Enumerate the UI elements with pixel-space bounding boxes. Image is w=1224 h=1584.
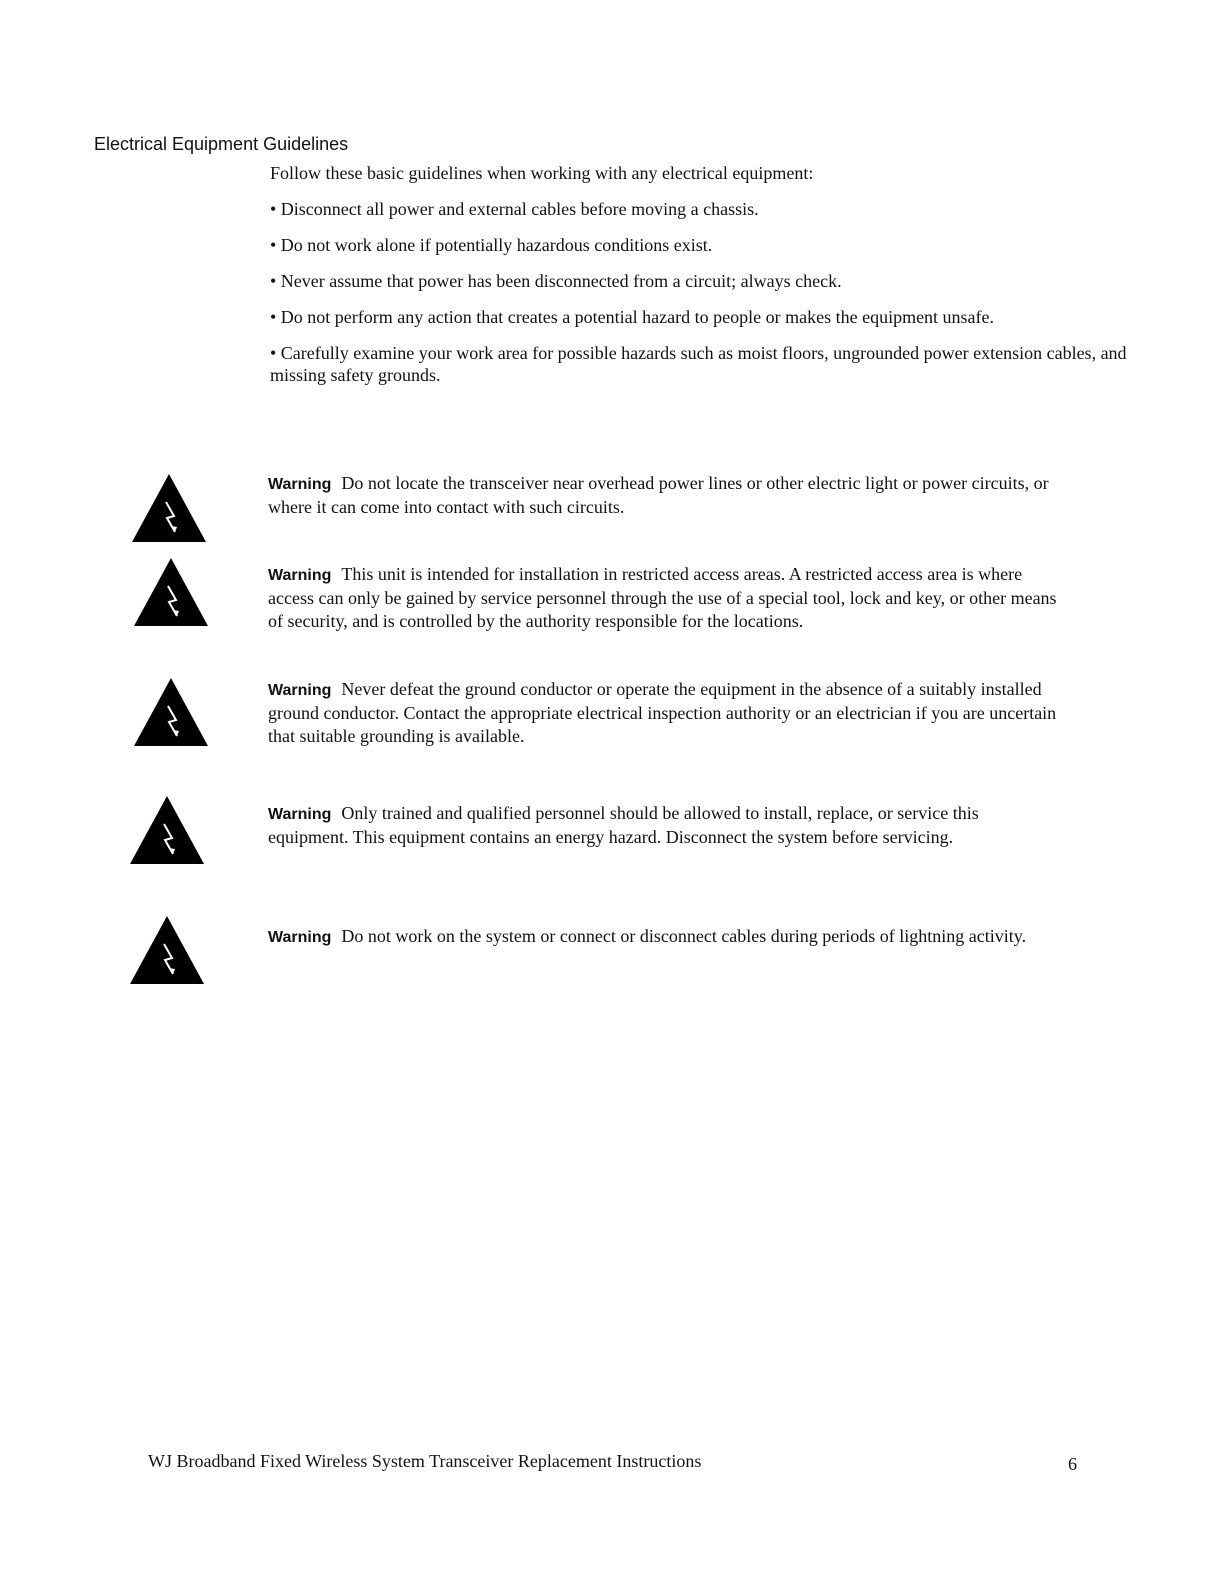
warning-4 <box>268 802 1058 849</box>
electrical-hazard-icon <box>132 556 210 628</box>
warning-text: Do not locate the transceiver near overhead power lines or other electric light or power circuits, or where it can come into contact with such circuits. <box>268 473 1049 517</box>
list-item: • Never assume that power has been disconnected from a circuit; always check. <box>270 271 842 291</box>
electrical-hazard-icon <box>132 676 210 748</box>
list-item: • Carefully examine your work area for possible hazards such as moist floors, ungrounded power extension cables, and missing safety grounds. <box>270 343 1127 385</box>
electrical-hazard-icon <box>130 472 208 544</box>
guidelines-block <box>270 162 1140 400</box>
guidelines-list <box>270 198 1140 386</box>
page-number: 6 <box>1068 1454 1077 1474</box>
warning-label: Warning <box>268 476 332 493</box>
list-item: • Do not work alone if potentially hazardous conditions exist. <box>270 235 713 255</box>
warning-label: Warning <box>268 929 332 946</box>
electrical-hazard-icon <box>128 914 206 986</box>
warning-label: Warning <box>268 682 332 699</box>
warning-text: This unit is intended for installation in restricted access areas. A restricted access area is where access can only be gained by service personnel through the use of a special tool, lock and key, or other means of security, and is controlled by the authority responsible for the locations. <box>268 564 1057 631</box>
footer-title: WJ Broadband Fixed Wireless System Transceiver Replacement Instructions <box>148 1451 702 1471</box>
list-item: • Do not perform any action that creates a potential hazard to people or makes the equipment unsafe. <box>270 307 995 327</box>
warning-3 <box>268 678 1058 748</box>
warning-text: Only trained and qualified personnel should be allowed to install, replace, or service this equipment. This equipment contains an energy hazard. Disconnect the system before servicing. <box>268 803 979 847</box>
section-heading: Electrical Equipment Guidelines <box>94 134 349 154</box>
list-item: • Disconnect all power and external cables before moving a chassis. <box>270 199 759 219</box>
warning-label: Warning <box>268 567 332 584</box>
intro-text: Follow these basic guidelines when working with any electrical equipment: <box>270 163 814 183</box>
warning-text: Do not work on the system or connect or disconnect cables during periods of lightning activity. <box>341 926 1027 946</box>
warning-5 <box>268 925 1058 949</box>
electrical-hazard-icon <box>128 794 206 866</box>
warning-1 <box>268 472 1058 519</box>
warning-text: Never defeat the ground conductor or operate the equipment in the absence of a suitably installed ground conductor. Contact the appropriate electrical inspection authority or an electrician if you are uncertain that suitable grounding is available. <box>268 679 1057 746</box>
warning-2 <box>268 563 1058 633</box>
warning-label: Warning <box>268 806 332 823</box>
